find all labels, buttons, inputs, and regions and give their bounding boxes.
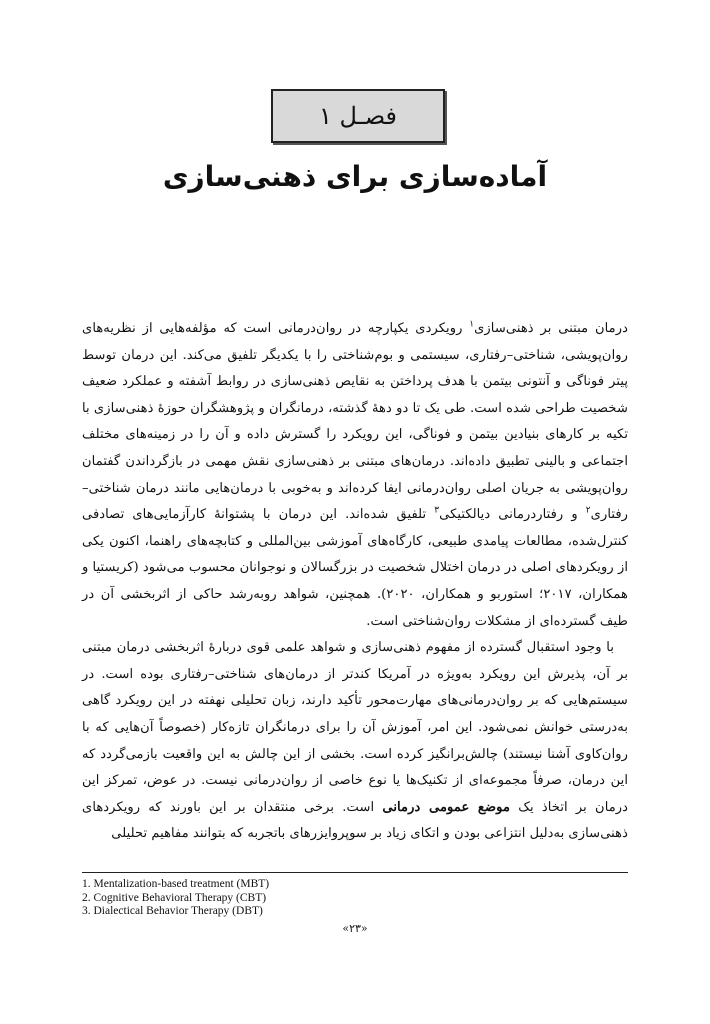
emphasized-term: موضع عمومی درمانی — [382, 799, 511, 815]
page-number: «۲۳» — [342, 922, 368, 935]
paragraph-2 — [82, 635, 628, 848]
footnote-marker: ۲ — [585, 505, 591, 516]
footnote-divider — [82, 872, 628, 873]
text-run: و رفتاردرمانی دیالکتیکی — [439, 507, 586, 523]
text-run: است. برخی منتقدان بر این باورند که رویکردهای ذهنی‌سازی به‌دلیل انتزاعی بودن و اتکای زیاد بر سوپروایزرهای باتجربه که بتوانند مفاهیم تحلیلی — [82, 799, 628, 842]
chapter-label-box — [271, 89, 445, 143]
footnote-marker: ۳ — [434, 505, 440, 516]
text-run: درمان مبتنی بر ذهنی‌سازی — [474, 321, 628, 336]
paragraph-1 — [82, 316, 628, 635]
chapter-label: فصـل ۱ — [319, 102, 398, 130]
footnote-2: 2. Cognitive Behavioral Therapy (CBT) — [82, 891, 267, 904]
text-run: تلفیق شده‌اند. این درمان با پشتوانۀ کارآزمایی‌های تصادفی کنترل‌شده، مطالعات پیامدی طبیعی، کارگاه‌های آموزشی بین‌المللی و کتابچه‌های راهنما، اکنون یکی از رویکردهای اصلی در درمان اختلال شخصیت در بزرگسالان و نوجوانان محسوب می‌شود (کریستیا و همکاران، ۲۰۱۷؛ استوربو و همکاران، ۲۰۲۰). همچنین، شواهد روبه‌رشد حاکی از اثربخشی آن در طیف گسترده‌ای از مشکلات روان‌شناختی است. — [81, 507, 628, 629]
footnotes — [82, 878, 628, 919]
body-text — [82, 316, 628, 848]
chapter-title: آماده‌سازی برای ذهنی‌سازی — [162, 160, 548, 193]
text-run: با وجود استقبال گسترده از مفهوم ذهنی‌سازی و شواهد علمی قوی دربارۀ اثربخشی درمان مبتنی بر آن، پذیرش این رویکرد به‌ویژه در آمریکا کندتر از درمان‌های شناختی–رفتاری بوده است. در سیستم‌هایی که بر روان‌درمانی‌های مهارت‌محور تأکید دارند، زبان تحلیلی نهفته در این رویکرد گاهی به‌درستی خوانش نمی‌شود. این امر، آموزش آن را برای درمانگران تازه‌کار (خصوصاً آن‌هایی که با روان‌کاوی آشنا نیستند) چالش‌برانگیز کرده است. بخشی از این چالش به این واقعیت بازمی‌گردد که این درمان، صرفاً مجموعه‌ای از تکنیک‌ها یا نوع خاصی از روان‌درمانی نیست. در عوض، تمرکز این درمان بر اتخاذ یک — [82, 640, 629, 815]
text-run: رویکردی یکپارچه در روان‌درمانی است که مؤلفه‌هایی از نظریه‌های روان‌پویشی، شناختی–رفتاری، سیستمی و بوم‌شناختی را با یکدیگر تلفیق می‌کند. این درمان توسط پیتر فوناگی و آنتونی بیتمن با هدف پرداختن به نقایص ذهنی‌سازی در روابط آشفته و عملکرد ضعیف شخصیت طراحی شده است. طی یک تا دو دهۀ گذشته، درمانگران و پژوهشگران حوزۀ ذهنی‌سازی با تکیه بر کارهای بنیادین بیتمن و فوناگی، این رویکرد را گسترش داده و آن را در زمینه‌های مختلف اجتماعی و بالینی تطبیق داده‌اند. درمان‌های مبتنی بر ذهنی‌سازی نقش مهمی در بازگرداندن گفتمان روان‌پویشی به جریان اصلی روان‌درمانی ایفا کرده‌اند و به‌خوبی با درمان‌هایی مانند درمان شناختی–رفتاری — [82, 321, 629, 523]
footnote-1: 1. Mentalization-based treatment (MBT) — [82, 878, 270, 890]
footnote-marker: ۱ — [469, 319, 475, 330]
footnote-3: 3. Dialectical Behavior Therapy (DBT) — [82, 905, 263, 917]
